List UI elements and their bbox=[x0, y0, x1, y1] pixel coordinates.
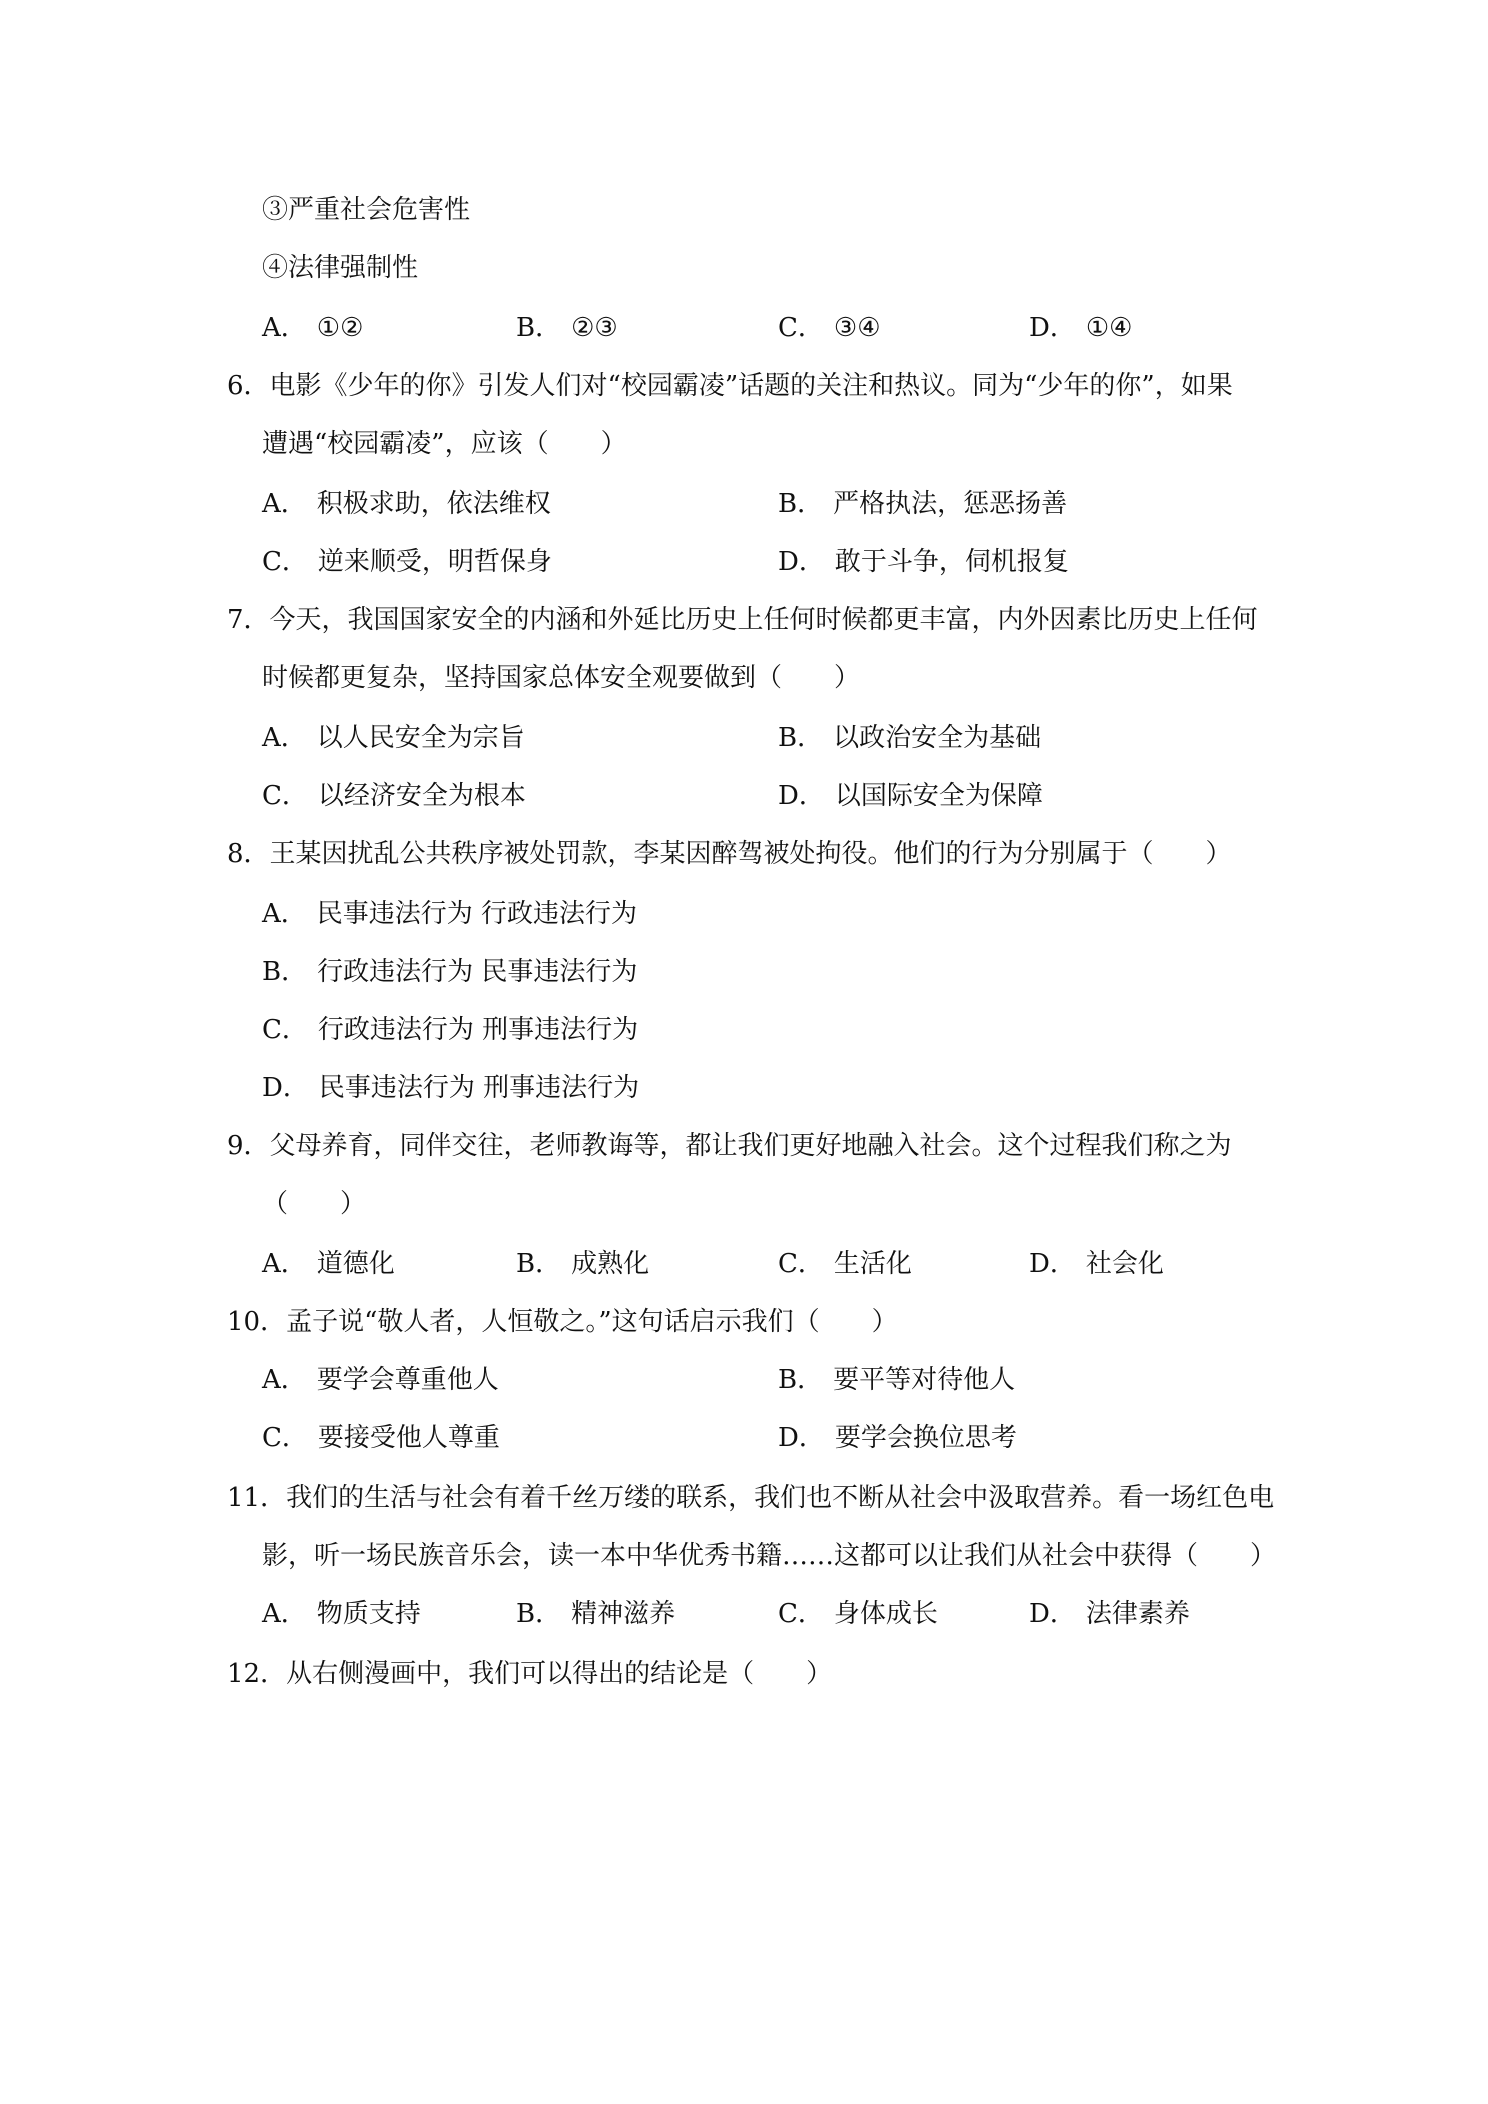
q11-stem-line-2: 影，听一场民族音乐会，读一本中华优秀书籍……这都可以让我们从社会中获得（ ） bbox=[262, 1541, 1277, 1571]
question-text: 父母养育，同伴交往，老师教诲等，都让我们更好地融入社会。这个过程我们称之为 bbox=[269, 1131, 1232, 1161]
option-label: C． bbox=[262, 1423, 308, 1453]
statement-3: ③严重社会危害性 bbox=[262, 195, 471, 225]
option-text: 法律素养 bbox=[1085, 1599, 1190, 1629]
option-label: D． bbox=[778, 1423, 825, 1453]
q5-option-b[interactable] bbox=[516, 312, 618, 344]
q10-stem-line-1 bbox=[227, 1306, 898, 1338]
question-number: 9． bbox=[227, 1131, 270, 1161]
option-text: ②③ bbox=[571, 313, 618, 343]
option-label: C． bbox=[262, 1015, 308, 1045]
option-text: ①② bbox=[316, 313, 364, 343]
option-text: 民事违法行为 行政违法行为 bbox=[316, 899, 638, 929]
option-label: C． bbox=[778, 1599, 824, 1629]
question-text: 今天，我国国家安全的内涵和外延比历史上任何时候都更丰富，内外因素比历史上任何 bbox=[269, 605, 1258, 635]
option-label: B． bbox=[516, 1249, 562, 1279]
option-text: 以国际安全为保障 bbox=[834, 781, 1043, 811]
q9-option-a[interactable] bbox=[262, 1248, 395, 1280]
option-text: 要平等对待他人 bbox=[833, 1365, 1016, 1395]
q7-option-c[interactable] bbox=[262, 780, 526, 812]
q6-option-d[interactable] bbox=[778, 546, 1069, 578]
option-label: B． bbox=[516, 1599, 562, 1629]
option-text: 身体成长 bbox=[833, 1599, 938, 1629]
option-label: C． bbox=[262, 547, 308, 577]
q6-stem-line-2: 遭遇“校园霸凌”，应该（ ） bbox=[262, 429, 627, 459]
q12-stem-line-1 bbox=[227, 1658, 832, 1690]
option-label: C． bbox=[262, 781, 308, 811]
option-label: D． bbox=[262, 1073, 309, 1103]
q9-stem-line-2: （ ） bbox=[262, 1189, 367, 1219]
question-number: 11． bbox=[227, 1483, 287, 1513]
q8-option-c[interactable] bbox=[262, 1014, 638, 1046]
q11-option-a[interactable] bbox=[262, 1598, 421, 1630]
option-text: 道德化 bbox=[316, 1249, 395, 1279]
option-label: A． bbox=[262, 899, 307, 929]
q8-option-a[interactable] bbox=[262, 898, 637, 930]
option-label: B． bbox=[778, 489, 824, 519]
option-label: A． bbox=[262, 1249, 307, 1279]
q7-option-a[interactable] bbox=[262, 722, 525, 754]
q9-option-b[interactable] bbox=[516, 1248, 649, 1280]
option-label: B． bbox=[778, 1365, 824, 1395]
option-text: 以人民安全为宗旨 bbox=[316, 723, 525, 753]
question-number: 8． bbox=[227, 839, 270, 869]
option-text: 生活化 bbox=[833, 1249, 912, 1279]
option-text: 行政违法行为 刑事违法行为 bbox=[317, 1015, 639, 1045]
option-text: 物质支持 bbox=[316, 1599, 421, 1629]
q6-stem-line-1 bbox=[227, 370, 1233, 402]
question-text: 孟子说“敬人者，人恒敬之。”这句话启示我们（ ） bbox=[286, 1307, 898, 1337]
q9-stem-line-1 bbox=[227, 1130, 1232, 1162]
option-label: D． bbox=[1029, 313, 1076, 343]
q7-stem-line-2: 时候都更复杂，坚持国家总体安全观要做到（ ） bbox=[262, 663, 861, 693]
option-text: 积极求助，依法维权 bbox=[316, 489, 551, 519]
option-text: 敢于斗争，伺机报复 bbox=[834, 547, 1069, 577]
q10-option-d[interactable] bbox=[778, 1422, 1017, 1454]
question-text: 电影《少年的你》引发人们对“校园霸凌”话题的关注和热议。同为“少年的你”，如果 bbox=[269, 371, 1233, 401]
question-number: 6． bbox=[227, 371, 270, 401]
option-label: B． bbox=[516, 313, 562, 343]
question-text: 我们的生活与社会有着千丝万缕的联系，我们也不断从社会中汲取营养。看一场红色电 bbox=[286, 1483, 1275, 1513]
question-number: 7． bbox=[227, 605, 270, 635]
option-text: 要学会尊重他人 bbox=[316, 1365, 499, 1395]
q11-option-d[interactable] bbox=[1029, 1598, 1190, 1630]
option-label: C． bbox=[778, 1249, 824, 1279]
option-text: 以经济安全为根本 bbox=[317, 781, 526, 811]
option-text: 行政违法行为 民事违法行为 bbox=[317, 957, 638, 987]
option-text: 逆来顺受，明哲保身 bbox=[317, 547, 552, 577]
option-text: 要接受他人尊重 bbox=[317, 1423, 500, 1453]
q8-stem-line-1 bbox=[227, 838, 1232, 870]
option-text: 严格执法，惩恶扬善 bbox=[833, 489, 1068, 519]
q10-option-b[interactable] bbox=[778, 1364, 1015, 1396]
q10-option-c[interactable] bbox=[262, 1422, 500, 1454]
option-text: 要学会换位思考 bbox=[834, 1423, 1017, 1453]
q11-option-c[interactable] bbox=[778, 1598, 938, 1630]
option-label: D． bbox=[1029, 1249, 1076, 1279]
q7-stem-line-1 bbox=[227, 604, 1258, 636]
option-label: D． bbox=[1029, 1599, 1076, 1629]
q9-option-d[interactable] bbox=[1029, 1248, 1164, 1280]
question-text: 从右侧漫画中，我们可以得出的结论是（ ） bbox=[286, 1659, 833, 1689]
option-label: A． bbox=[262, 489, 307, 519]
q5-option-c[interactable] bbox=[778, 312, 881, 344]
statement-4: ④法律强制性 bbox=[262, 253, 419, 283]
q7-option-b[interactable] bbox=[778, 722, 1041, 754]
q6-option-a[interactable] bbox=[262, 488, 551, 520]
option-text: 社会化 bbox=[1085, 1249, 1164, 1279]
q8-option-d[interactable] bbox=[262, 1072, 639, 1104]
option-label: A． bbox=[262, 1365, 307, 1395]
option-text: 成熟化 bbox=[571, 1249, 650, 1279]
q7-option-d[interactable] bbox=[778, 780, 1043, 812]
q6-option-c[interactable] bbox=[262, 546, 552, 578]
option-label: C． bbox=[778, 313, 824, 343]
option-text: ①④ bbox=[1085, 313, 1133, 343]
option-label: A． bbox=[262, 1599, 307, 1629]
option-text: 以政治安全为基础 bbox=[833, 723, 1042, 753]
q5-option-a[interactable] bbox=[262, 312, 363, 344]
option-label: D． bbox=[778, 781, 825, 811]
option-label: B． bbox=[262, 957, 308, 987]
option-label: B． bbox=[778, 723, 824, 753]
q6-option-b[interactable] bbox=[778, 488, 1067, 520]
q11-option-b[interactable] bbox=[516, 1598, 675, 1630]
question-number: 10． bbox=[227, 1307, 287, 1337]
q10-option-a[interactable] bbox=[262, 1364, 499, 1396]
option-label: A． bbox=[262, 313, 307, 343]
option-label: A． bbox=[262, 723, 307, 753]
question-number: 12． bbox=[227, 1659, 287, 1689]
q5-option-d[interactable] bbox=[1029, 312, 1132, 344]
question-text: 王某因扰乱公共秩序被处罚款，李某因醉驾被处拘役。他们的行为分别属于（ ） bbox=[269, 839, 1232, 869]
option-label: D． bbox=[778, 547, 825, 577]
q8-option-b[interactable] bbox=[262, 956, 637, 988]
q9-option-c[interactable] bbox=[778, 1248, 912, 1280]
option-text: 精神滋养 bbox=[571, 1599, 676, 1629]
option-text: 民事违法行为 刑事违法行为 bbox=[318, 1073, 640, 1103]
q11-stem-line-1 bbox=[227, 1482, 1274, 1514]
option-text: ③④ bbox=[833, 313, 881, 343]
